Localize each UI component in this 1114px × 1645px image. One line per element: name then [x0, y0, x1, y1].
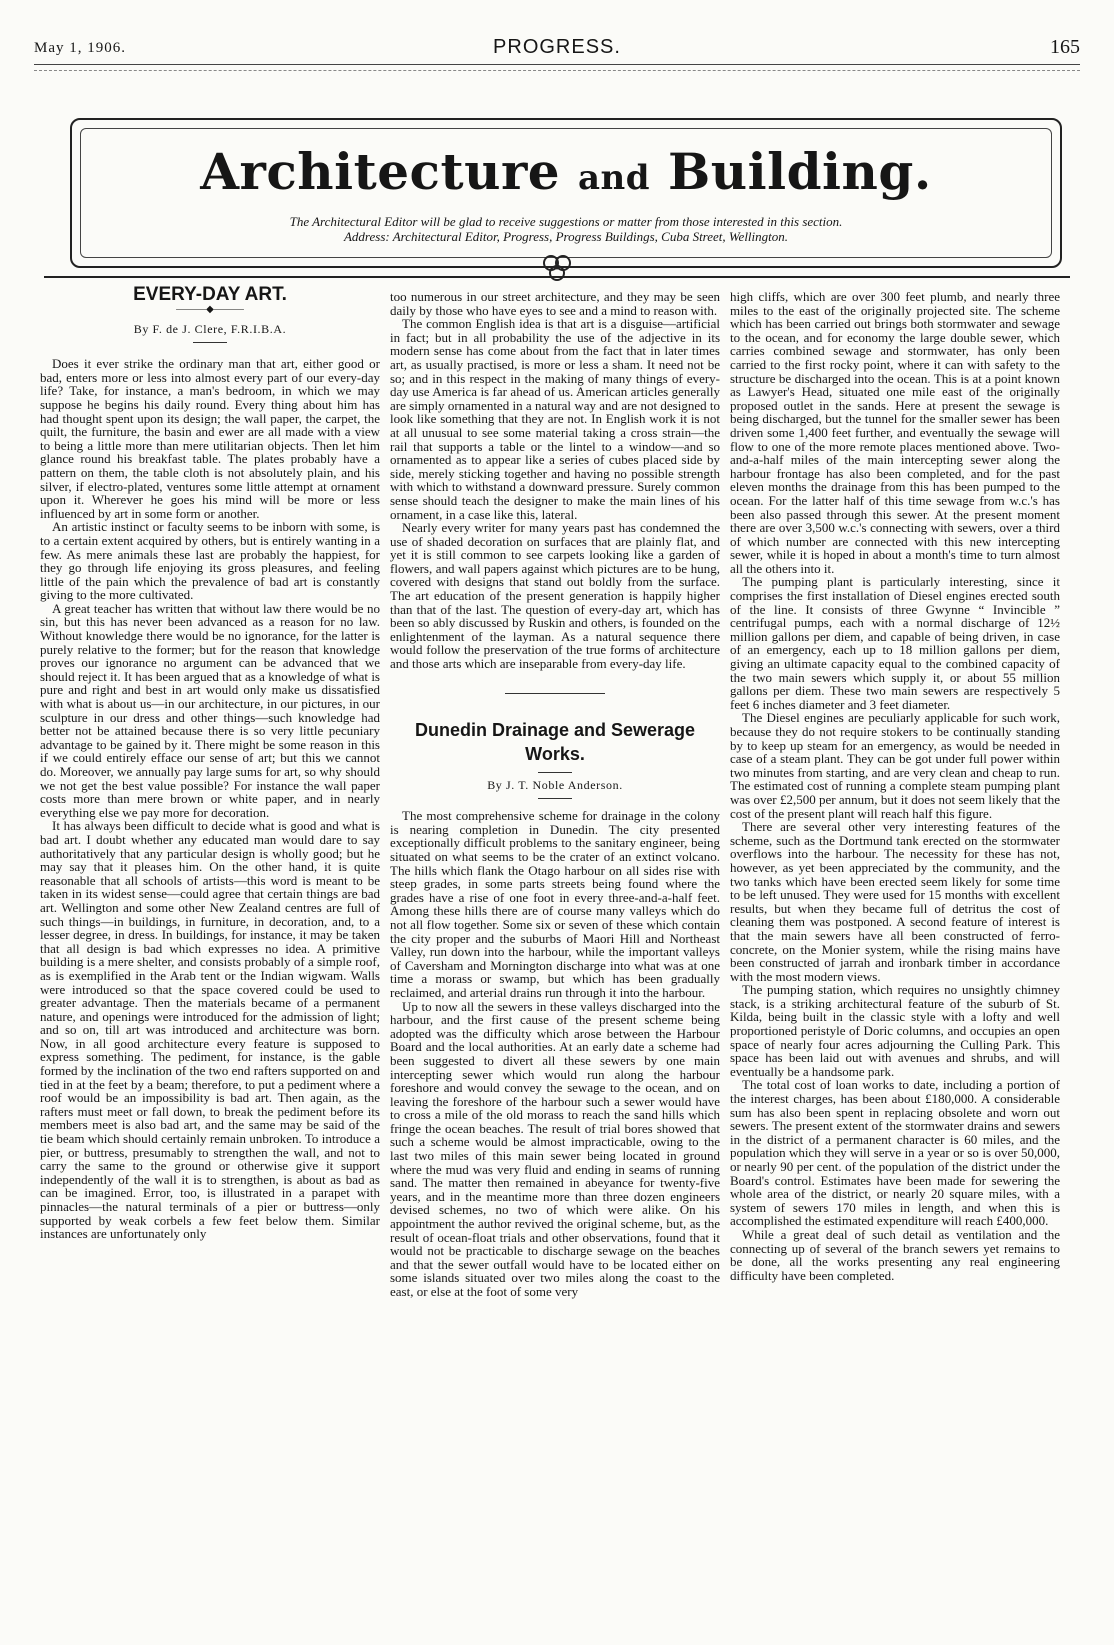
header-rule: [34, 64, 1080, 65]
article1-paragraph: The common English idea is that art is a disguise—artificial in fact; but in all probability the use of the adjective in its modern sense has come about from the fact that in later times art, as usually practised, is more or less a sham. It need not be so; and in this respect in the making of many things of every-day use America is far ahead of us. American articles generally are simply ornamented in a natural way and are not designed to look like something that they are not. In English work it is not at all unusual to see some material taking a cross strain—the rail that supports a table or the lintel to a window—and so ornamented as to appear like a series of cubes placed side by side, merely sticking together and having no possible strength with which to withstand a downward pressure. Surely common sense should teach the designer to make the main lines of his ornament, in a case like this, lateral.: [390, 316, 720, 522]
article2-paragraph: The pumping plant is particularly interesting, since it comprises the first installation of Diesel engines erected south of the line. It consists of three Gwynne “ Invincible ” centrifugal pumps, each with a normal discharge of 12½ million gallons per diem, and capable of being driven, in case of an emergency, each up to 18 million gallons per diem, giving an ultimate capacity equal to the combined capacity of the two main sewers which supply it, or about 55 million gallons per diem. These two main sewers are respectively 5 feet 6 inches diameter and 3 feet diameter.: [730, 574, 1060, 712]
article2-paragraph: high cliffs, which are over 300 feet plumb, and nearly three miles to the east of the originally projected site. The scheme which has been carried out brings both stormwater and sewage to the ocean, and for economy the large double sewer, which carries combined sewage and stormwater, has only been carried to the first rocky point, where it can with safety to the structure be discharged into the ocean. This is at a point known as Lawyer's Head, situated one mile east of the originally proposed outlet in the sands. Here at present the sewage is being discharged, but the tunnel for the smaller sewer has been driven some 1,400 feet further, and eventually the sewage will flow to one of the more remote places mentioned above. Two-and-a-half miles of the main intercepting sewer along the harbour frontage has also been completed, and for the past eleven months the drainage from this has been pumped to the ocean. For the latter half of this time sewage from w.c.'s has been also passed through this sewer. At the present moment there are over 3,500 w.c.'s connecting with sewers, over a third of which number are connected with this new intercepting sewer, while it is hoped in about a month's time to turn almost all the others into it.: [730, 289, 1060, 576]
article1-paragraph: A great teacher has written that without law there would be no sin, but this has never been advanced as a reason for no law. Without knowledge there would be no ignorance, for the latter is purely relative to the former; but for the reason that knowledge proves our ignorance no argument can be advanced that we should reject it. It has been argued that as a knowledge of what is pure and right and best in art would only make us dissatisfied with what is about us—in our architecture, in our pictures, in our sculpture in our dress and other things—such knowledge had better not be attained because there is so very little pecuniary advantage to be gained by it. There might be some reason in this if we could entirely efface our sense of art; but this we cannot do. Moreover, we annually pay large sums for art, so why should we not get the best value possible? For instance the wall paper costs more than mere brown or white paper, and in nearly everything else we pay more for decoration.: [40, 600, 380, 820]
byline-rule: [538, 798, 572, 799]
article2-paragraph: The pumping station, which requires no unsightly chimney stack, is a striking architectural feature of the suburb of St. Kilda, being built in the classic style with a lofty and well proportioned peristyle of Doric columns, and occupies an open space of nearly four acres adjourning the Culling Park. This space has been laid out with avenues and shrubs, and will eventually be a handsome park.: [730, 982, 1060, 1079]
article2-paragraph: There are several other very interesting features of the scheme, such as the Dortmund tank erected on the stormwater overflows into the harbour. The necessity for these has not, however, as yet been appreciated by the community, and the two tanks which have been erected seem likely for some time to be left unused. They were used for 15 months with excellent results, but when they became full of detritus the cost of cleaning them was postponed. A second feature of interest is that the main sewers have all been constructed of ferro-concrete, on the Monier system, while the rising mains have been constructed of jarrah and ironbark timber in accordance with the most modern views.: [730, 819, 1060, 984]
article1-paragraph: It has always been difficult to decide what is good and what is bad art. I doubt whether any educated man would dare to say authoritatively that any particular design is wholly good; but he may say that it pleases him. On the other hand, it is quite reasonable that all schools of artists—this word is meant to be taken in its widest sense—could agree that certain things are bad art. Wellington and some other New Zealand centres are full of such things—in buildings, in furniture, in decoration, and, to a lesser degree, in dress. In buildings, for instance, it may be taken that all design is bad which expresses no idea. A primitive building is a mere shelter, and consists probably of a simple roof, as is exemplified in the Arab tent or the Indian wigwam. Walls were introduced so that the space covered could be used to greater advantage. Then the materials became of a permanent nature, and openings were introduced for the admission of light; and so on, till art was introduced and architecture was born. Now, in all good architecture every feature is supposed to express something. The pediment, for instance, is the gable formed by the inclination of the two end rafters supported on and tied in at the feet by a beam; therefore, to put a pediment where a roof would be an impossibility is bad art. Then again, as the rafters must meet or fall down, to break the pediment before its members meet is also bad art, and the same may be said of the tie beam which should certainly remain unbroken. To introduce a pier, or buttress, presumably to strengthen the wall, and not to carry the same to the ground or otherwise give it support independently of the wall it is to strengthen, is about as bad as can be imagined. Error, too, is illustrated in a parapet with pinnacles—the natural terminals of a pier or buttress—only supported by weak corbels a few feet below them. Similar instances are unfortunately only: [40, 818, 380, 1242]
article2-title: [390, 718, 720, 766]
header-rule-dashed: [34, 70, 1080, 71]
article1-paragraph: too numerous in our street architecture, and they may be seen daily by those who have eyes to see and a mind to reason with.: [390, 289, 720, 318]
article1-col1-body: [40, 357, 380, 1241]
section-title-word2: and: [578, 158, 651, 198]
section-title-word1: Architecture: [200, 142, 561, 201]
article2-col2-body: [390, 809, 720, 1298]
publication-name: PROGRESS.: [493, 36, 621, 58]
article1-paragraph: Nearly every writer for many years past has condemned the use of shaded decoration on surfaces that are plainly flat, and yet it is still common to see carpets looking like a garden of flowers, and wall papers against which pictures are to be hung, covered with designs that stand out boldly from the surface. The art education of the present generation is happily higher than that of the last. The question of every-day art, which has been so ably discussed by Ruskin and others, is founded on the enlightenment of the layman. As a natural sequence there would follow the preservation of the true forms of architecture and those arts which are inseparable from every-day life.: [390, 520, 720, 672]
article-separator-rule: [505, 693, 605, 694]
section-note-line2: Address: Architectural Editor, Progress, Progress Buildings, Cuba Street, Wellington.: [343, 229, 789, 244]
title-ornament-rule: ———◆———: [176, 303, 244, 315]
title-rule: [538, 772, 572, 773]
column-2: [390, 290, 720, 1299]
running-head: [34, 36, 1080, 60]
article2-title-line2: Works.: [525, 743, 585, 764]
article1-paragraph: Does it ever strike the ordinary man that art, either good or bad, enters more or less into almost every part of our every-day life? Take, for instance, a man's bedroom, in which we may suppose he begins his daily round. Every thing about him has had thought spent upon its design; the wall paper, the carpet, the quilt, the furniture, the basin and ewer are all made with a view to being a little more than mere utilitarian objects. Then let him glance round his breakfast table. The plates probably have a pattern on them, the table cloth is not absolutely plain, and his silver, if electro-plated, ventures some little attempt at ornament upon it. Wherever he goes his mind will be more or less influenced by art in some form or another.: [40, 356, 380, 521]
article1-title: EVERY-DAY ART.: [133, 284, 287, 305]
article2-byline: By J. T. Noble Anderson.: [487, 777, 623, 792]
article1-paragraph: An artistic instinct or faculty seems to be inborn with some, is to a certain extent acquired by others, but is entirely wanting in a few. As mere animals these last are probably the happiest, for they go through life enjoying its gross pleasures, and feeling little of the pain which the prevalence of bad art is constantly giving to the more cultivated.: [40, 519, 380, 603]
article2-paragraph: The total cost of loan works to date, including a portion of the interest charges, has been about £180,000. A considerable sum has also been spent in replacing obsolete and worn out sewers. The present extent of the stormwater drains and sewers in the district of a permanent character is 60 miles, and the population which they will serve in a year or so is over 50,000, or nearly 90 per cent. of the population of the district under the Board's control. Estimates have been made for sewering the whole area of the district, or nearly 20 square miles, with a system of sewers 170 miles in length, and when this is accomplished the estimated expenditure will reach £400,000.: [730, 1077, 1060, 1229]
article1-col2-body: [390, 290, 720, 671]
article2-paragraph: The Diesel engines are peculiarly applicable for such work, because they do not require stokers to be continually standing by to keep up steam for an emergency, as would be needed in case of a steam plant. They can be got under full power within two minutes from starting, and are very clean and cheap to run. The estimated cost of running a complete steam pumping plant was over £2,500 per annum, but it does not seem likely that the cost of the present plant will reach half this figure.: [730, 710, 1060, 821]
issue-date: May 1, 1906.: [34, 40, 126, 56]
section-note-line1: The Architectural Editor will be glad to receive suggestions or matter from those interested in this section.: [289, 214, 843, 229]
section-title-word3: Building.: [667, 142, 932, 201]
article2-paragraph: The most comprehensive scheme for drainage in the colony is nearing completion in Dunedin. The city presented exceptionally difficult problems to the sanitary engineer, being situated on what seems to be the crater of an extinct volcano. The hills which flank the Otago harbour on all sides rise with steep grades, in some parts streets being found where the grades have a rise of one foot in every three-and-a-half feet. Among these hills there are of course many valleys which do not all flow together. Some six or seven of these which contain the city proper and the suburbs of Maori Hill and Northeast Valley, run down into the harbour, while the important valleys of Caversham and Mornington discharge into what was at one time a morass or swamp, but which has been gradually reclaimed, and arterial drains run through it into the harbour.: [390, 808, 720, 1000]
column-3: [730, 290, 1060, 1282]
article2-paragraph: While a great deal of such detail as ventilation and the connecting up of several of the branch sewers yet remains to be done, all the works presenting any real engineering difficulty have been completed.: [730, 1226, 1060, 1283]
page-number: 165: [1050, 36, 1080, 58]
section-title: [72, 142, 1060, 201]
byline-rule: [193, 342, 227, 343]
fleuron-ornament-icon: [540, 253, 574, 283]
article2-title-line1: Dunedin Drainage and Sewerage: [414, 719, 696, 740]
article2-paragraph: Up to now all the sewers in these valleys discharged into the harbour, and the first cause of the present scheme being adopted was the difficulty which arose between the Harbour Board and the local authorities. At an early date a scheme had been suggested to divert all these sewers by one main intercepting sewer which would run along the harbour foreshore and would convey the sewage to the ocean, and on leaving the foreshore of the harbour such a sewer would have to cross a mile of the old morass to reach the sand hills which fringe the ocean beaches. The result of trial bores showed that such a scheme would be almost impracticable, owing to the last two miles of this main sewer being located in ground where the mud was very fluid and ending in seams of running sand. The matter then remained in abeyance for twenty-five years, and in the meantime more than three dozen engineers devised schemes, no two of which were alike. On his appointment the author revived the original scheme, but, as the result of ocean-float trials and other observations, found that it would not be practicable to discharge sewage on the beaches and that the sewer outfall would have to be located either on some islands situated over two miles along the coast to the east, or else at the foot of some very: [390, 998, 720, 1299]
column-1: [40, 284, 380, 1242]
section-banner: [70, 118, 1062, 268]
section-note: [72, 214, 1060, 244]
article1-byline: By F. de J. Clere, F.R.I.B.A.: [133, 321, 287, 336]
